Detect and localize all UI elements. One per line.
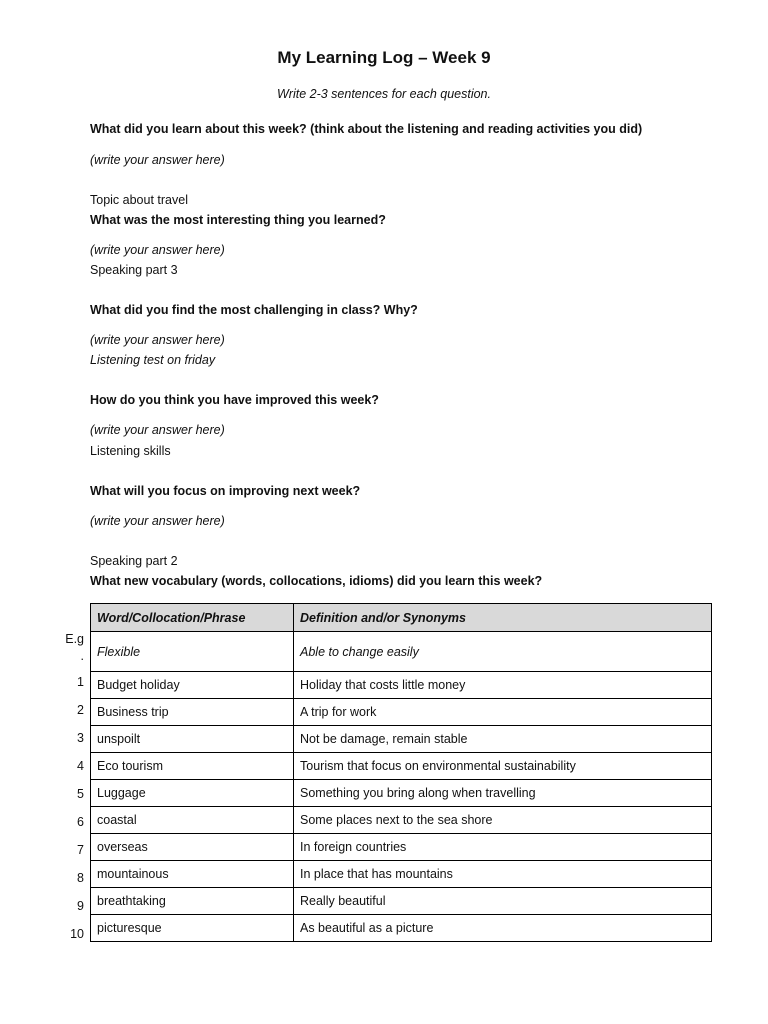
question-5: What will you focus on improving next week?: [90, 484, 361, 498]
question-4: How do you think you have improved this week?: [90, 393, 379, 407]
vocab-definition: Some places next to the sea shore: [294, 807, 712, 834]
row-label-example: E.g: [65, 632, 84, 646]
page-subtitle: Write 2-3 sentences for each question.: [276, 87, 491, 101]
table-row: [91, 753, 712, 780]
table-row: [91, 888, 712, 915]
vocab-definition: Not be damage, remain stable: [294, 726, 712, 753]
vocab-definition: In place that has mountains: [294, 861, 712, 888]
table-row-example: [91, 632, 712, 672]
question-2: What was the most interesting thing you learned?: [90, 213, 386, 227]
table-row: [91, 861, 712, 888]
page-title: My Learning Log – Week 9: [277, 48, 491, 67]
answer-placeholder-2: (write your answer here): [90, 243, 225, 257]
answer-4: Listening skills: [90, 444, 171, 458]
vocab-word: picturesque: [91, 915, 294, 942]
row-number: 2: [77, 703, 84, 717]
table-row: [91, 699, 712, 726]
vocabulary-table: [90, 603, 712, 942]
answer-placeholder-5: (write your answer here): [90, 514, 225, 528]
answer-3: Listening test on friday: [90, 353, 216, 367]
question-1: What did you learn about this week? (think about the listening and reading activities you did): [90, 122, 643, 136]
vocab-word: coastal: [91, 807, 294, 834]
example-word: Flexible: [91, 632, 294, 672]
vocab-word: Eco tourism: [91, 753, 294, 780]
table-row: [91, 726, 712, 753]
table-row: [91, 807, 712, 834]
example-definition: Able to change easily: [294, 632, 712, 672]
row-number: 3: [77, 731, 84, 745]
answer-5: Speaking part 2: [90, 554, 178, 568]
table-header-row: [91, 604, 712, 632]
vocab-word: overseas: [91, 834, 294, 861]
vocab-definition: Really beautiful: [294, 888, 712, 915]
question-6: What new vocabulary (words, collocations, idioms) did you learn this week?: [90, 574, 543, 588]
row-number: 1: [77, 675, 84, 689]
answer-1: Topic about travel: [90, 193, 188, 207]
table-row: [91, 780, 712, 807]
vocab-definition: Something you bring along when travelling: [294, 780, 712, 807]
row-number: 7: [77, 843, 84, 857]
vocab-definition: Tourism that focus on environmental sustainability: [294, 753, 712, 780]
column-header-word: Word/Collocation/Phrase: [91, 604, 294, 632]
table-row: [91, 915, 712, 942]
vocab-definition: As beautiful as a picture: [294, 915, 712, 942]
vocab-word: Business trip: [91, 699, 294, 726]
row-number: 10: [70, 927, 84, 941]
vocab-definition: A trip for work: [294, 699, 712, 726]
answer-placeholder-1: (write your answer here): [90, 153, 225, 167]
row-number: 5: [77, 787, 84, 801]
table-row: [91, 834, 712, 861]
vocab-word: Budget holiday: [91, 672, 294, 699]
answer-placeholder-4: (write your answer here): [90, 423, 225, 437]
table-row: [91, 672, 712, 699]
row-number: 8: [77, 871, 84, 885]
row-number: 6: [77, 815, 84, 829]
column-header-definition: Definition and/or Synonyms: [294, 604, 712, 632]
vocab-definition: Holiday that costs little money: [294, 672, 712, 699]
answer-placeholder-3: (write your answer here): [90, 333, 225, 347]
vocab-word: Luggage: [91, 780, 294, 807]
row-number: 4: [77, 759, 84, 773]
vocab-word: mountainous: [91, 861, 294, 888]
question-3: What did you find the most challenging in class? Why?: [90, 303, 418, 317]
row-label-example-dot: .: [80, 649, 84, 663]
vocab-word: unspoilt: [91, 726, 294, 753]
vocab-definition: In foreign countries: [294, 834, 712, 861]
answer-2: Speaking part 3: [90, 263, 178, 277]
vocab-word: breathtaking: [91, 888, 294, 915]
row-number: 9: [77, 899, 84, 913]
